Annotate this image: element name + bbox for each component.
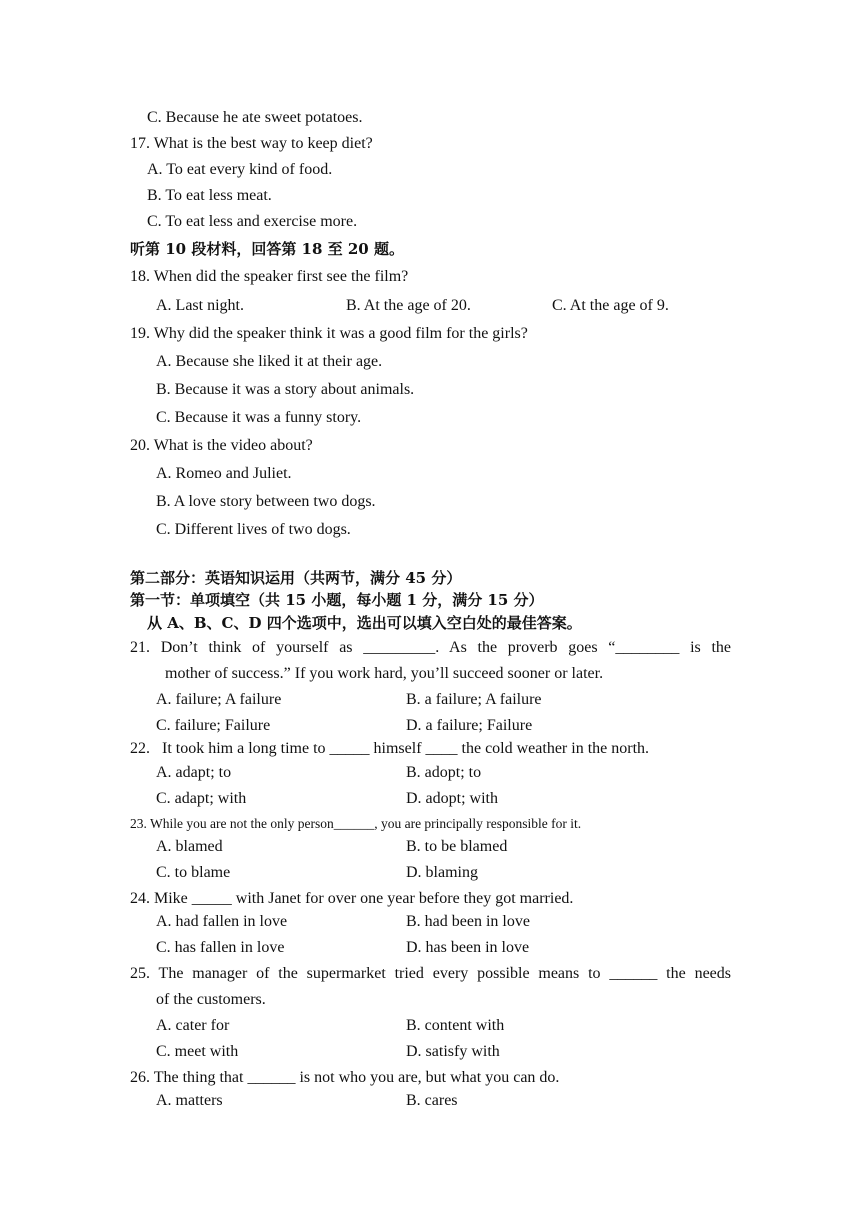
q21-option-b: B. a failure; A failure <box>406 691 542 708</box>
q26-option-b: B. cares <box>406 1092 458 1109</box>
q22-option-c: C. adapt; with <box>156 790 247 807</box>
q23-option-d: D. blaming <box>406 864 478 881</box>
q17-option-a: A. To eat every kind of food. <box>147 161 333 178</box>
q25-question: 25. The manager of the supermarket tried every possible means to ______ the needs <box>130 965 731 982</box>
q19-option-c: C. Because it was a funny story. <box>156 409 362 426</box>
q19-option-a: A. Because she liked it at their age. <box>156 353 383 370</box>
q18-question: 18. When did the speaker first see the film? <box>130 268 409 285</box>
q21-option-c: C. failure; Failure <box>156 717 271 734</box>
section-heading-material-10: 听第 10 段材料，回答第 18 至 20 题。 <box>130 240 404 258</box>
q21-question: 21. Don’t think of yourself as _________. As the proverb goes “________ is the <box>130 639 731 656</box>
q22-option-d: D. adopt; with <box>406 790 498 807</box>
q23-option-b: B. to be blamed <box>406 838 508 855</box>
q26-option-a: A. matters <box>156 1092 223 1109</box>
q24-option-b: B. had been in love <box>406 913 530 930</box>
q17-option-c: C. To eat less and exercise more. <box>147 213 358 230</box>
q24-option-d: D. has been in love <box>406 939 530 956</box>
q18-option-c: C. At the age of 9. <box>552 297 669 314</box>
q17-question: 17. What is the best way to keep diet? <box>130 135 373 152</box>
q19-option-b: B. Because it was a story about animals. <box>156 381 415 398</box>
q22-question: 22. It took him a long time to _____ himself ____ the cold weather in the north. <box>130 740 650 757</box>
part-two-heading: 第二部分：英语知识运用（共两节，满分 45 分） <box>130 569 462 587</box>
q18-option-a: A. Last night. <box>156 297 244 314</box>
q24-option-c: C. has fallen in love <box>156 939 285 956</box>
q20-option-b: B. A love story between two dogs. <box>156 493 376 510</box>
q25-question-cont: of the customers. <box>156 991 266 1008</box>
section-one-heading: 第一节：单项填空（共 15 小题，每小题 1 分，满分 15 分） <box>130 591 544 609</box>
q20-option-c: C. Different lives of two dogs. <box>156 521 351 538</box>
section-instructions: 从 A、B、C、D 四个选项中，选出可以填入空白处的最佳答案。 <box>147 614 582 632</box>
q25-option-d: D. satisfy with <box>406 1043 500 1060</box>
q19-question: 19. Why did the speaker think it was a good film for the girls? <box>130 325 528 342</box>
q16-option-c: C. Because he ate sweet potatoes. <box>147 109 363 126</box>
q20-option-a: A. Romeo and Juliet. <box>156 465 292 482</box>
q25-option-c: C. meet with <box>156 1043 239 1060</box>
q21-option-a: A. failure; A failure <box>156 691 282 708</box>
q23-option-c: C. to blame <box>156 864 231 881</box>
q25-option-b: B. content with <box>406 1017 505 1034</box>
q18-option-b: B. At the age of 20. <box>346 297 471 314</box>
q21-option-d: D. a failure; Failure <box>406 717 533 734</box>
q21-question-cont: mother of success.” If you work hard, you’ll succeed sooner or later. <box>165 665 604 682</box>
q25-option-a: A. cater for <box>156 1017 230 1034</box>
q22-option-a: A. adapt; to <box>156 764 232 781</box>
q24-option-a: A. had fallen in love <box>156 913 288 930</box>
q23-option-a: A. blamed <box>156 838 223 855</box>
q22-option-b: B. adopt; to <box>406 764 482 781</box>
q23-question: 23. While you are not the only person______, you are principally responsible for it. <box>130 816 582 831</box>
q24-question: 24. Mike _____ with Janet for over one year before they got married. <box>130 890 574 907</box>
q17-option-b: B. To eat less meat. <box>147 187 272 204</box>
q26-question: 26. The thing that ______ is not who you are, but what you can do. <box>130 1069 560 1086</box>
q20-question: 20. What is the video about? <box>130 437 313 454</box>
